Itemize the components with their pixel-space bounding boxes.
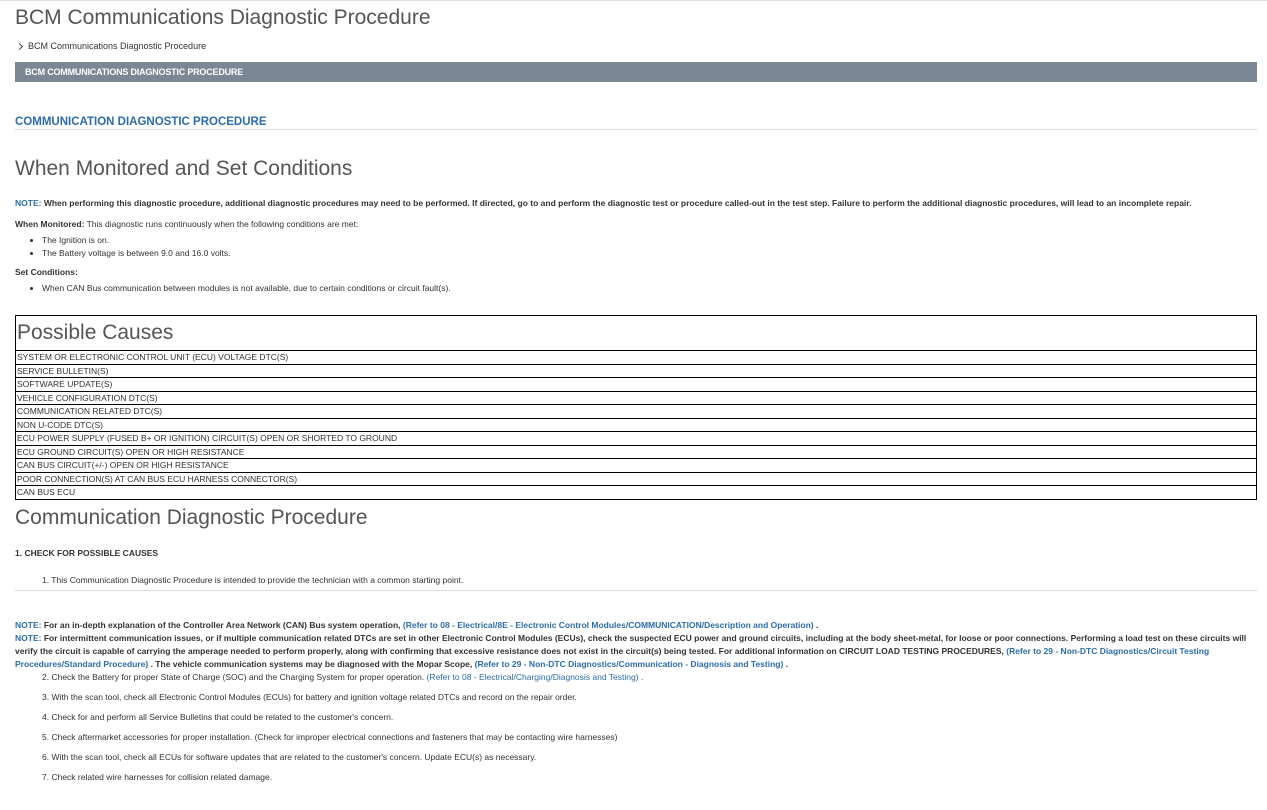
procedure-notes xyxy=(15,619,1257,671)
possible-causes-table xyxy=(15,315,1257,500)
breadcrumb[interactable] xyxy=(15,41,1257,51)
step-item: 4. Check for and perform all Service Bulletins that could be related to the customer's concern. xyxy=(42,711,394,722)
note-intermittent xyxy=(15,632,1257,671)
set-conditions-list xyxy=(15,283,1257,293)
list-item: • When CAN Bus communication between modules is not available, due to certain conditions or circuit fault(s). xyxy=(42,283,1257,293)
procedure-steps xyxy=(15,671,1257,784)
step-end: . xyxy=(638,671,644,682)
note-label: NOTE: xyxy=(15,198,42,208)
table-row: NON U-CODE DTC(S) xyxy=(16,418,1257,432)
note-end: . xyxy=(783,658,789,669)
step-item: 5. Check aftermarket accessories for proper installation. (Check for improper electrical connections and fasteners that may be contacting wire harnesses) xyxy=(42,731,618,742)
note-text: For an in-depth explanation of the Controller Area Network (CAN) Bus system operation, xyxy=(41,619,403,630)
note-text: When performing this diagnostic procedure, additional diagnostic procedures may need to be performed. If directed, go to and perform the diagnostic test or procedure called-out in the test step. Failure to perform the additional diagnostic procedures, will lead to an incomplete repair. xyxy=(41,198,1192,208)
section-heading: COMMUNICATION DIAGNOSTIC PROCEDURE xyxy=(15,116,1257,130)
note-can-bus xyxy=(15,619,1257,632)
procedure-banner: BCM COMMUNICATIONS DIAGNOSTIC PROCEDURE xyxy=(15,62,1257,82)
table-row: POOR CONNECTION(S) AT CAN BUS ECU HARNESS CONNECTOR(S) xyxy=(16,472,1257,486)
table-row: CAN BUS ECU xyxy=(16,486,1257,500)
procedure-intro: 1. This Communication Diagnostic Procedure is intended to provide the technician with a common starting point. xyxy=(15,575,1257,591)
step-item: 7. Check related wire harnesses for collision related damage. xyxy=(42,771,273,782)
refer-link-charging[interactable]: (Refer to 08 - Electrical/Charging/Diagnosis and Testing) xyxy=(426,671,639,682)
step-1-heading: 1. CHECK FOR POSSIBLE CAUSES xyxy=(15,547,159,558)
table-row: VEHICLE CONFIGURATION DTC(S) xyxy=(16,391,1257,405)
causes-title: Possible Causes xyxy=(16,316,1257,351)
monitored-note xyxy=(15,198,1257,208)
table-row: ECU GROUND CIRCUIT(S) OPEN OR HIGH RESISTANCE xyxy=(16,445,1257,459)
step-text: 2. Check the Battery for proper State of Charge (SOC) and the Charging System for proper operation. xyxy=(42,671,427,682)
note-end: . xyxy=(813,619,819,630)
table-row: CAN BUS CIRCUIT(+/-) OPEN OR HIGH RESISTANCE xyxy=(16,459,1257,473)
note-label: NOTE: xyxy=(15,632,42,643)
table-row: ECU POWER SUPPLY (FUSED B+ OR IGNITION) CIRCUIT(S) OPEN OR SHORTED TO GROUND xyxy=(16,432,1257,446)
refer-link-communication-diagnosis[interactable]: (Refer to 29 - Non-DTC Diagnostics/Communication - Diagnosis and Testing) xyxy=(474,658,784,669)
procedure-heading: Communication Diagnostic Procedure xyxy=(15,505,368,529)
list-item: • The Ignition is on. xyxy=(42,235,1257,245)
monitored-heading: When Monitored and Set Conditions xyxy=(15,157,353,180)
table-row: COMMUNICATION RELATED DTC(S) xyxy=(16,405,1257,419)
refer-link-can-operation[interactable]: (Refer to 08 - Electrical/8E - Electronic Control Modules/COMMUNICATION/Description and Operation) xyxy=(402,619,814,630)
breadcrumb-label[interactable]: BCM Communications Diagnostic Procedure xyxy=(28,41,207,51)
step-item: 6. With the scan tool, check all ECUs for software updates that are related to the customer's concern. Update ECU(s) as necessary. xyxy=(42,751,537,762)
when-monitored-text: This diagnostic runs continuously when the following conditions are met: xyxy=(84,219,359,229)
table-row: SYSTEM OR ELECTRONIC CONTROL UNIT (ECU) VOLTAGE DTC(S) xyxy=(16,351,1257,365)
set-conditions-label: Set Conditions: xyxy=(15,267,78,277)
refer-link-circuit-testing[interactable]: (Refer to 29 - Non-DTC Diagnostics/Circuit Testing Procedures/Standard Procedure) xyxy=(15,645,1210,669)
conditions-list xyxy=(15,235,1257,258)
list-item: • The Battery voltage is between 9.0 and 16.0 volts. xyxy=(42,248,1257,258)
note-text: For intermittent communication issues, or if multiple communication related DTCs are set in other Electronic Control Modules (ECUs), check the suspected ECU power and ground circuits, including at the body sheet-metal, for loose or poor connections. Performing a load test on these circuits will verify the circuit is capable of carrying the amperage needed to perform properly, along with confirming that excessive resistance does not exist in the circuit(s) being tested. For additional information on CIRCUIT LOAD TESTING PROCEDURES, xyxy=(15,632,1247,656)
table-row: SERVICE BULLETIN(S) xyxy=(16,364,1257,378)
step-item: 3. With the scan tool, check all Electronic Control Modules (ECUs) for battery and ignition voltage related DTCs and record on the repair order. xyxy=(42,691,577,702)
note-label: NOTE: xyxy=(15,619,42,630)
step-item xyxy=(42,671,1257,684)
page-title: BCM Communications Diagnostic Procedure xyxy=(15,6,431,29)
when-monitored xyxy=(15,219,1257,229)
table-row: SOFTWARE UPDATE(S) xyxy=(16,378,1257,392)
when-monitored-label: When Monitored: xyxy=(15,219,85,229)
chevron-right-icon xyxy=(16,42,23,49)
note-mid: . The vehicle communication systems may be diagnosed with the Mopar Scope, xyxy=(148,658,475,669)
